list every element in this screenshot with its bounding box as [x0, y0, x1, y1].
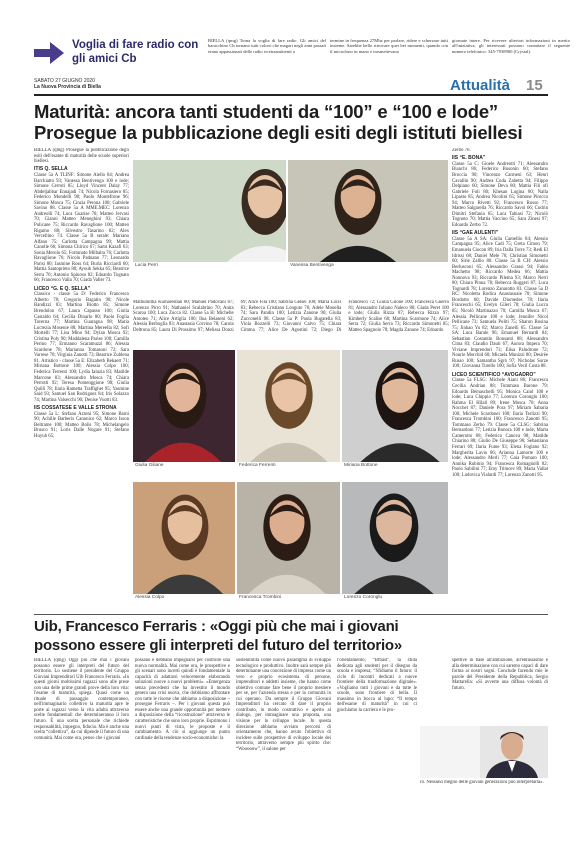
- student-photo: [133, 160, 286, 262]
- photo-caption: Lucia Perri: [135, 263, 158, 268]
- bottom-headline-line-1: Uib, Francesco Ferraris : «Oggi più che mai i giovani: [34, 618, 399, 635]
- headline-line-1: Maturità: ancora tanti studenti da “100” e “100 e lode”: [34, 101, 498, 122]
- header-rule: [34, 94, 548, 96]
- ferraris-portrait: [420, 726, 548, 778]
- student-photo: [342, 350, 448, 462]
- bottom-article-col-2: possano e debbano impegnarsi per costruire una nuova normalità. Mai come ora, le prospettive e gli scenari sono incerti quindi è fondamentale la capacità di adattarsi velocemente elaborando soluzioni nuove a nuovi problemi». «Emergenza senza precedenti che ha investito il mondo genera una crisi nuova, che dobbiamo affrontare con tutte le risorse che abbiamo a disposizione – prosegue Ferraris –. Per i giovani questa può essere anche una grande opportunità per mettere a disposizione della “ricostruzione” attraverso le caratteristiche che sono loro proprie. Esprimono i nuovi punti di vista, le proposte e il cambiamento. A ciò si aggiunge un punto cardinale della tendenze socio-economiche: la: [135, 658, 230, 741]
- promo-text-col-3: giornate intere. Per ricevere ulteriori informazioni in merito all'iniziativa, gli interessati possono contattare il seguente numero telefonico: 345-7938900 (Crystal).: [452, 38, 570, 54]
- school-heading: LICEO SCIENTIFICO “AVOGADRO”: [452, 371, 536, 378]
- portrait-image: [133, 482, 235, 594]
- student-photo: [237, 350, 340, 462]
- school-results: Classe 5a A TLINF: Simone Aiello 84; Andrea Barchiatto 93; Vanessa Bentivenga 100 e lode; Simone Cerruti 85; Lloyd Vincent Dalay 77; Abdeljabbar Ennajadi 74; Nicola Fornasiero 85; Federico Mondelli 98; Paolo Montefrone 96; Simone Mosca 75; Cinzia Perona 100; Gabriele Savino 88. Classe 5a A MME.MEC: Lorenzo Andreolli 74; Luca Guarise 78; Matteo Jervasi 70; Gianni Matteo Meneghini 93; Chiara Pulicane 75; Riccardo Ravaglione 100; Matteo Rigamo 88; Silvestro Tasarino 82; Alex Vercellino 74. Classe 5a B serale: Mariano Alfano 75; Carlotta Campagna 99; Mattia Canolle 66; Simona Chirico 67; Sami Kazafi 63; Sonia Merolo 65; Fortunato Milbalta 76; Carlotta Ravaglione 76; Nicolo Paduano 77; Leonardo Parisi 80; Jasmine Ross 64; Burla Ricciardi 60; Mattia Santoprieto 80; Ayoub Sekka 65; Beatrice Serra 70; Antonio Spinoso 82; Edoardo Tognato 66; Francesco Valla 70; Giada Valler 73.: [34, 173, 129, 284]
- student-photo: [288, 160, 448, 262]
- bottom-article-col-5: spettive in base all'ambizione, all'entusiasmo e alla determinazione con cui saremo capaci di dare forma ai nostri sogni. Conclude facendo mie le parole del Presidente della Repubblica, Sergio Mattarella: «Si avverte una diffusa volontà di futuro.: [452, 658, 548, 691]
- student-photo: [133, 482, 235, 594]
- school-results: Classico - classe 5a D: Federico Francesco Alberto 78; Gregorio Bagatin 90; Nicole Bandizzi 83; Martina Biotto 85; Simone Brendolon 67; Laura Capasso 100; Giulia Castaldo 64; Cecilia Dinarlo 80; Paolo Foglia Taverna 77; Martina Guaragna 98; Maria Lucrezia Mosenie 88; Martina Mereella 82; Sofi Mortelli 77; Lisa Mino 94; Dylan Mosca 92; Cristina Poly 90; Maddalena Parise 100; Camilla Perino 77; Ermanno Scaramuzzi 86; Alessia Scardone 78; Marianna Tomasoni 72; Sara Varrese 70; Virginia Zanotti 73; Beatrice Zublena 81. Artistico - classe 5a E: Elizabeth Bekaert 71; Miriana Bottone 100; Alessia Colpo 100; Federica Terrenti 100; Lydia Ialuzia 83; Matilde Marcone 83; Alessandro Mosca 74; Chiara Perrotti 92; Teresa Pomenggione 98; Giulia Quilli 78; Ilaria Rametta Traffighet 95; Yasmine Said 93; Samuel San Rodriguez 84; Iris Solazzo 74; Martina Valsecchi 90; Denise Vuotti 83.: [34, 292, 129, 403]
- school-heading: IIS COSSATESE E VALLE STRONA: [34, 404, 117, 411]
- portrait-image: [237, 350, 340, 462]
- school-results: Classe 5a L: Stefano Arzeni 95; Simone Barni 90; Achille Barberis Canonico 62; Marco Isson Beltrame 100; Matteo Bolis 78; Michelangelo Brusco 91; Loris Dalle Nogare 91; Stefano Huyuh 65;: [34, 411, 129, 439]
- bottom-article-col-6: ro. Nessuno meglio delle giovani generazioni può interpretarla».: [420, 780, 544, 785]
- school-results: Classe 5a C: Gioele Andreotti 71; Alessandro Bianchi 86; Federico Bosonin 60; Stefano Broccia 90; Vincenzo Carmeni 63; Henri Cavallin 90; Andrea Coda Zabetta 94; Filippo Delpiano 60; Simone Deva 80; Mattia Fili ofi Gabriele Foli 80; Khesan Lugina 80; Nalla Lipasto 85; Andrea Nicolini 65; Simone Pirocco 94; Marco Rivetti 92; Francesco Rosso 77; Matteo Salgarella 76; Riccardo Savoi 66; Codrin Dimitri Stefania 65; Luca Tabiasi 72; Nicolò Tognoto 70; Mattia Vaccino 65; Sara Zinesi 97; Edoardo Zerbo 72.: [452, 161, 548, 228]
- bottom-article-col-3: sostenibilità come nuovo paradigma di sviluppo tecnologico e produttivo. Inoltre sarà sempre più determinante una concezione di impresa come un vero e proprio ecosistema di persone, imprenditori e addetti insieme, che hanno come obiettivo comune fare bene il proprio mestiere per se, per l'azienda stessa e per la comunità in cui operano. Da sempre il Gruppo Giovani Imprenditori ha cercato di dare il proprio contributo, in modo costruttivo e aperto al dialogo, per immaginare una proposta, una visione per lo sviluppo locale. In questa direzione abbiamo avviato percorsi di orientamento che, hanno avuto l'obiettivo di incidere sulle prospettive di sviluppo locale dei territorio, attraverso sempre più spirito che: “Wooooow”, il salone per: [236, 658, 331, 752]
- photo-caption: Federica Ferrenti: [239, 463, 276, 468]
- article-lead: BIELLA (qmg) Prosegue la pubblicazione degli esiti dell'esame di maturità delle scuole superiori biellesi.: [34, 148, 129, 165]
- section-label: Attualità: [450, 77, 510, 94]
- portrait-image: [288, 160, 448, 262]
- promo-text-col-2: termine in frequenza 27Mhz per parlare, ridere e scherzare tutti insieme. Sarebbe bello ritrovare quei bei momenti, quando con il microfono in mano e trasmettevano: [330, 38, 448, 54]
- arrow-right-icon: [34, 42, 64, 64]
- photo-caption: Miriana Bottone: [344, 463, 378, 468]
- school-results: Classe 5a A SA: Giulia Camellio 84; Alessio Campagna 95; Alice Cadi 75; Greta Cimon 79; Emanuela Ciocon 89; Iria Dalla Torre 73; Redi El Idrissi 68; Daniel Mele 76; Christian Simonetti 60; Sirie Zallio 80. Classe 5a B CH: Alessio Berlusconi 65; Alessandro Grassi 94; Fabio Machetto 98; Riccardo Medea 66; Mattia Nonnova 93; Riccardo Pilema 93; Marco Nerri 80; Chiara Pinna 78; Rebecca Ruggeri 87; Luca Tognardi 78; Lorenzo Zanarotto 83. Classe 5a D RC: Nicoletta Rodica Anastasoaie 70; Simone Bordotto 60; Davide Diomedes 78; Ilaria Franceschi 65; Evelyn Gileri 78; Giulia Lucca 85; Nicolò Martinazzo 70; Camilla Mosca 67; Alessia Pellicane 100 e lode; Jennifer Nicol Pellicane 73; Samuela Politi 75; Sharon Rosina 75; Jinhao Yu 82; Marco Zanelli 65. Classe 5a SA: Luca Barale 96; Emanuel Bernardi 84; Sebastian Costantin Bonsanti 88; Alessandro Cima 83; Claudio Dauti 67; Aurora Impera 70; Viviane Imprendori 73; Elisa Paludrone 72; Nourie Morchid 60; Micaela Munizzi 80; Desirèe Russo 100; Samantha Sgrò 97; Nicholas Sorze 100; Giovanna Turello 100; Sofia Vecil Costa 88.: [452, 236, 548, 370]
- promo-title: Voglia di fare radio con gli amici Cb: [72, 39, 199, 65]
- photo-caption: Vanessa Bentivenga: [290, 263, 334, 268]
- continued-text: Zerbo 76.: [452, 148, 471, 153]
- photo-caption: Lorenzo Coronglu: [344, 595, 383, 600]
- date: SABATO 27 GIUGNO 2020: [34, 78, 95, 84]
- page-number: 15: [526, 77, 543, 94]
- headline-line-2: Prosegue la pubblicazione degli esiti degli istituti biellesi: [34, 122, 523, 143]
- bottom-article-col-1: BIELLA (qmg) Oggi più che mai i giovani possono essere gli interpreti del futuro del territorio. Lo sostiene il presidente del Gruppo Giovani Imprenditori Uib Francesco Ferraris. «In questi giorni moltissimi ragazzi sono alle prese con una delle prime grandi prove della loro vita: l'esame di maturità, spiega. Quasi come un rituale di passaggio contemporaneo, nell'immaginario collettivo la maturità apre le porte ai ragazzi verso la vita adulta attraverso scelte fondamentali che determineranno il loro futuro. È una scelta personale che richiede responsabilità, impegno, fiducia. Ma è anche una scelta “collettiva”, da cui dipende il futuro di una comunità. Mai come ora, penso che i giovani: [34, 658, 129, 741]
- photo-caption: Francesca Trombini: [239, 595, 282, 600]
- middle-results-text: Mathumitha Kumaresban 80; Manuel Padovani 87; Lorenzo Pirro 91; Nathaniel Scalabrino 70; Anita Scaroa 100; Luca Zucca 82. Classe 5a H: Michelle Amoteo 71; Alice Artiglia 100; Ilua Belaseni 62; Alessia Berboglia 83; Anastasia Corvino 78; Carola Deltrona 85; Laura Di Prossimo 97; Melissa Donzi 69; Alice Fila 100; Sabrina Gelsei 100; Maria Locis 83; Rebecca Cristiano Longuto 76; Adele Monella 74; Sara Pandin 100; Letizia Zanone 90; Giulia Zucconelli 98. Classe 5a P: Paola Bugatella 83; Viola Bozzelli 73; Giovanni Calvo 75; Chiara Cimma 77; Alice De Agostini 72; Diego Di Francesco 72; Giulia Gilone 100; Francesca Gnerro 81; Alessandro Iuliano Naleco 80; Giada Peret 100 e lode; Giulia Rizza 87; Rebecca Rizzo 97; Kimberly Scalise 68; Martina Scarmone 74; Alice Serra 72; Giulia Serra 73; Riccardo Simonetti 85; Matteo Spagnolo 78; Magda Zanone 74; Edoardo: [133, 300, 449, 333]
- main-headline: [34, 101, 554, 143]
- portrait-image: [342, 482, 448, 594]
- portrait-image: [133, 350, 235, 462]
- paper-name: La Nuova Provincia di Biella: [34, 84, 101, 90]
- radio-promo: [34, 38, 204, 70]
- school-heading: ITIS Q. SELLA: [34, 166, 68, 173]
- bottom-article-col-4: l'orientamento; “Bfbast”, la sfida dedicata agli studenti per il disegno da scuola e impresa; “Sfidiamo il futuro: il ciclo di incontri dedicati a nuove frontiere della trasformazione digitale». «Vogliamo tutti i giovani e da tutte le scuole, sono frontiere di bella. Il massimo in bocca al lupo: “Il tempo dell'esame di maturità” in cui ci giochiamo la carriera e le pro-: [337, 658, 417, 713]
- dateline: [34, 78, 101, 90]
- bottom-headline: [34, 618, 494, 655]
- photo-caption: Giulia Giliane: [135, 463, 164, 468]
- portrait-image: [237, 482, 340, 594]
- student-photo: [342, 482, 448, 594]
- portrait-image: [133, 160, 286, 262]
- portrait-image: [342, 350, 448, 462]
- school-heading: IIS “E. BONA”: [452, 155, 486, 162]
- school-heading: LICEO “G. E Q. SELLA”: [34, 285, 91, 292]
- school-results: Classe 5a FLSG: Michele Aiani 86; Francesca Cecilia Andrian 88; Tommaso Barone 79; Edoardo Bemaschelli 95; Monica Caiol 100 e lode; Luca Chippio 77; Lorenzo Coronglu 100; Rahma El Hilali 89; Irene Mosca 70; Anna Nocchet 87; Daniele Pora 97; Miriam Sabaria 100; Michele Scardonei 100; Ilaria Terlizzi 90; Francesca Trombini 100; Francesco Zanotti 95; Tommaso Zerbo 79. Classe 5a CLSG: Sabrina Bernardoni 77; Letizia Bonora 100 e lode; Marta Camerotto 88; Federico Canova 98; Matilde Chiarino 88; Giulio De Giuseppe 96; Sebastiano Ferrari 69; Ilaria Fume 93; Elena Foglano 92; Margherita Lavio 86; Arianna Lamorte 100 e lode; Alessandro Merli 77; Gaia Pomaro 100; Annika Rubinio 94; Francesca Romagnolli 82; Paolo Sabilini 77; Emy Trimcev 89; Maria Vallat 100; Ludovica Vialardi 77; Lorenzo Zanotti 95.: [452, 378, 548, 478]
- photo-caption: Alessia Colpo: [135, 595, 165, 600]
- bottom-headline-line-2: possono essere gli interpreti del futuro del territorio»: [34, 636, 403, 654]
- promo-text-col-1: BIELLA (qmg) Torna la voglia di fare radio. Gli amici del baracchino Cb tornano tutti coloro che magari negli anni passati erano appassionati delle radio ricetrasmittenti a: [208, 38, 326, 54]
- left-article-column: [34, 148, 129, 608]
- right-article-column: [452, 148, 548, 608]
- bottom-rule: [34, 614, 548, 615]
- student-photo: [133, 350, 235, 462]
- school-heading: IIS “GAE AULENTI”: [452, 230, 499, 237]
- student-photo: [237, 482, 340, 594]
- portrait-photo: [420, 726, 548, 778]
